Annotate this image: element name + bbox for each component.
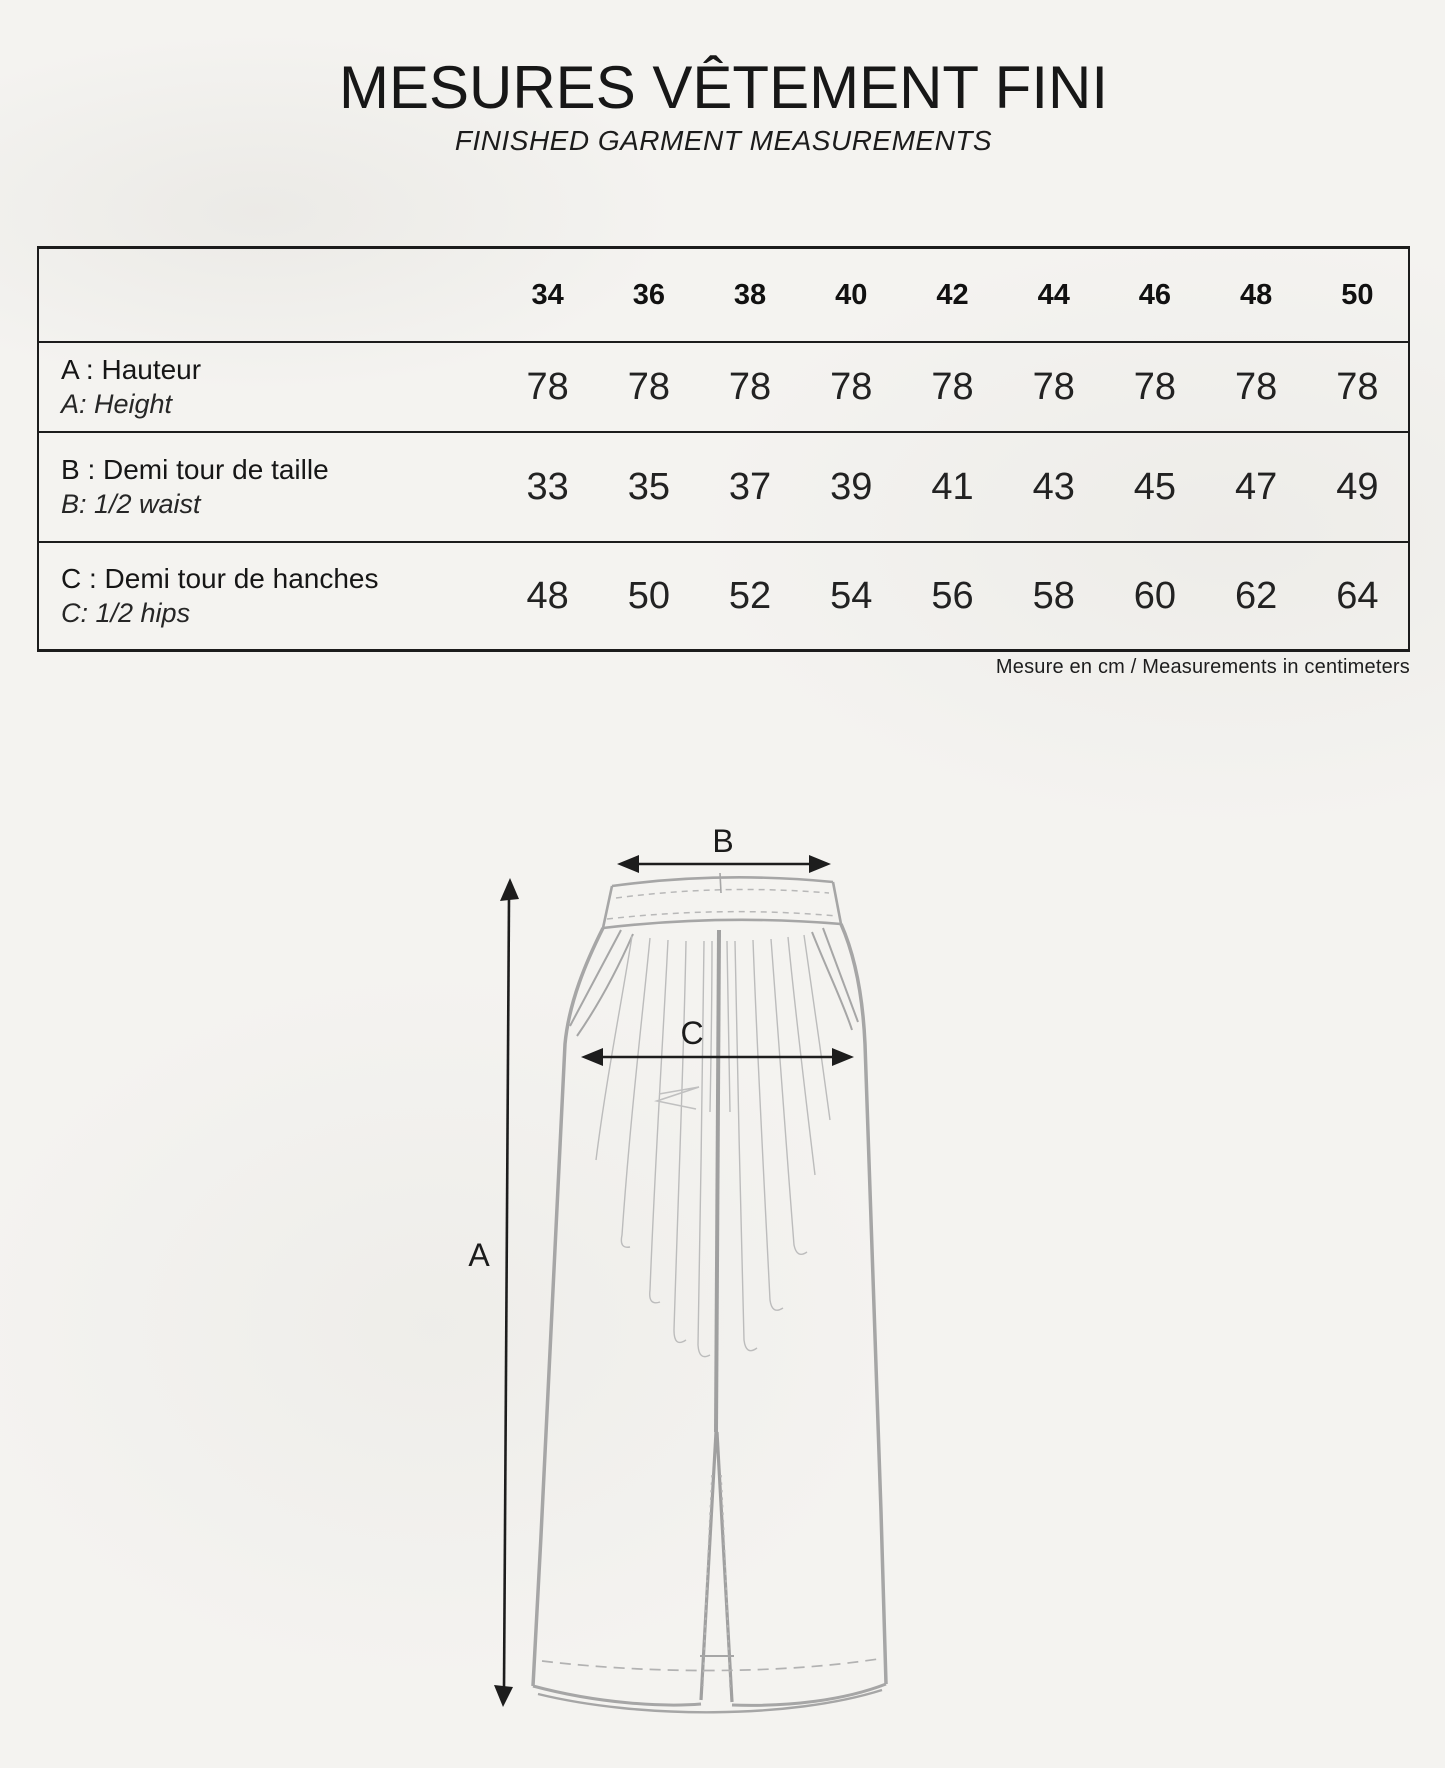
measurement-value: 78 [1032, 365, 1075, 408]
measurement-row-b [39, 431, 1408, 541]
front-slit [717, 1432, 732, 1702]
measurement-value: 43 [1032, 465, 1075, 508]
label-a: A [468, 1237, 490, 1273]
size-column-header: 46 [1138, 278, 1172, 311]
left-side-seam [533, 928, 603, 1686]
waistband-stitching [607, 912, 837, 919]
measurement-value: 78 [1133, 365, 1177, 408]
measurement-value: 78 [728, 365, 772, 408]
measurement-value: 78 [1235, 365, 1278, 408]
row-label-fr: C : Demi tour de hanches [61, 563, 379, 595]
size-column-header: 48 [1240, 278, 1273, 311]
gather-lines [596, 935, 830, 1357]
document-header [37, 56, 1410, 157]
row-label-fr: A : Hauteur [61, 354, 202, 386]
measurement-value: 37 [728, 465, 772, 508]
size-column-header: 40 [835, 278, 868, 311]
measurement-value: 78 [627, 365, 670, 408]
garment-sketch [420, 758, 1010, 1753]
corner-cell [39, 249, 497, 341]
left-pocket-opening [577, 934, 633, 1036]
measurement-value: 50 [627, 574, 670, 617]
measurement-value: 35 [627, 465, 670, 508]
measurement-value: 41 [931, 465, 974, 508]
measurement-value: 54 [830, 574, 873, 617]
measurement-value: 64 [1336, 574, 1379, 617]
size-column-header: 44 [1037, 278, 1070, 311]
measurement-value: 39 [830, 465, 873, 508]
measurement-value: 47 [1235, 465, 1278, 508]
row-label-en: B: 1/2 waist [61, 488, 201, 519]
measurement-value: 49 [1336, 465, 1379, 508]
skirt-body [533, 873, 886, 1712]
size-column-header: 34 [531, 278, 564, 311]
measurement-row-a [39, 341, 1408, 431]
page-subtitle: FINISHED GARMENT MEASUREMENTS [454, 125, 993, 156]
measurement-value: 78 [1336, 365, 1379, 408]
measurement-table [37, 246, 1410, 652]
waistband-stitching [616, 889, 829, 898]
measurement-row-c [39, 541, 1408, 649]
right-side-seam [841, 924, 886, 1684]
hem-edge [533, 1686, 701, 1705]
waistband-bottom-edge [603, 920, 841, 928]
page-title: MESURES VÊTEMENT FINI [339, 54, 1108, 121]
label-c: C [680, 1015, 704, 1051]
right-pocket-opening [823, 928, 858, 1022]
row-label [39, 453, 497, 520]
center-notch [720, 873, 721, 893]
measurement-value: 33 [526, 465, 569, 508]
measurement-value: 78 [526, 365, 569, 408]
size-column-header: 50 [1341, 278, 1374, 311]
right-pocket-opening [812, 932, 852, 1030]
back-hem-edge [538, 1690, 882, 1712]
measurement-value: 56 [931, 574, 974, 617]
label-b: B [712, 823, 734, 859]
waistband-top-edge [612, 877, 833, 886]
measurement-value: 78 [830, 365, 873, 408]
measurement-value: 62 [1235, 574, 1278, 617]
center-front-seam [716, 930, 719, 1432]
row-label-fr: B : Demi tour de taille [61, 454, 329, 486]
row-label-en: A: Height [61, 388, 173, 419]
measurement-value: 78 [931, 365, 974, 408]
measurement-value: 45 [1133, 465, 1177, 508]
row-label-en: C: 1/2 hips [61, 597, 191, 628]
lengthen-shorten-mark [657, 1087, 699, 1109]
size-column-header: 36 [632, 278, 665, 311]
size-column-header: 38 [733, 278, 767, 311]
row-label [39, 353, 497, 420]
measurement-value: 58 [1032, 574, 1075, 617]
size-header-row [39, 249, 1408, 341]
measure-arrows [494, 855, 854, 1707]
measurement-value: 52 [728, 574, 772, 617]
size-column-header: 42 [936, 278, 969, 311]
arrow-a [494, 878, 519, 1707]
skirt-technical-drawing [420, 758, 1010, 1753]
hem-stitching [542, 1659, 878, 1671]
measurement-value: 60 [1133, 574, 1177, 617]
front-slit [701, 1432, 716, 1700]
row-label [39, 562, 497, 629]
measurement-value: 48 [526, 574, 569, 617]
unit-note: Mesure en cm / Measurements in centimeters [995, 656, 1410, 678]
